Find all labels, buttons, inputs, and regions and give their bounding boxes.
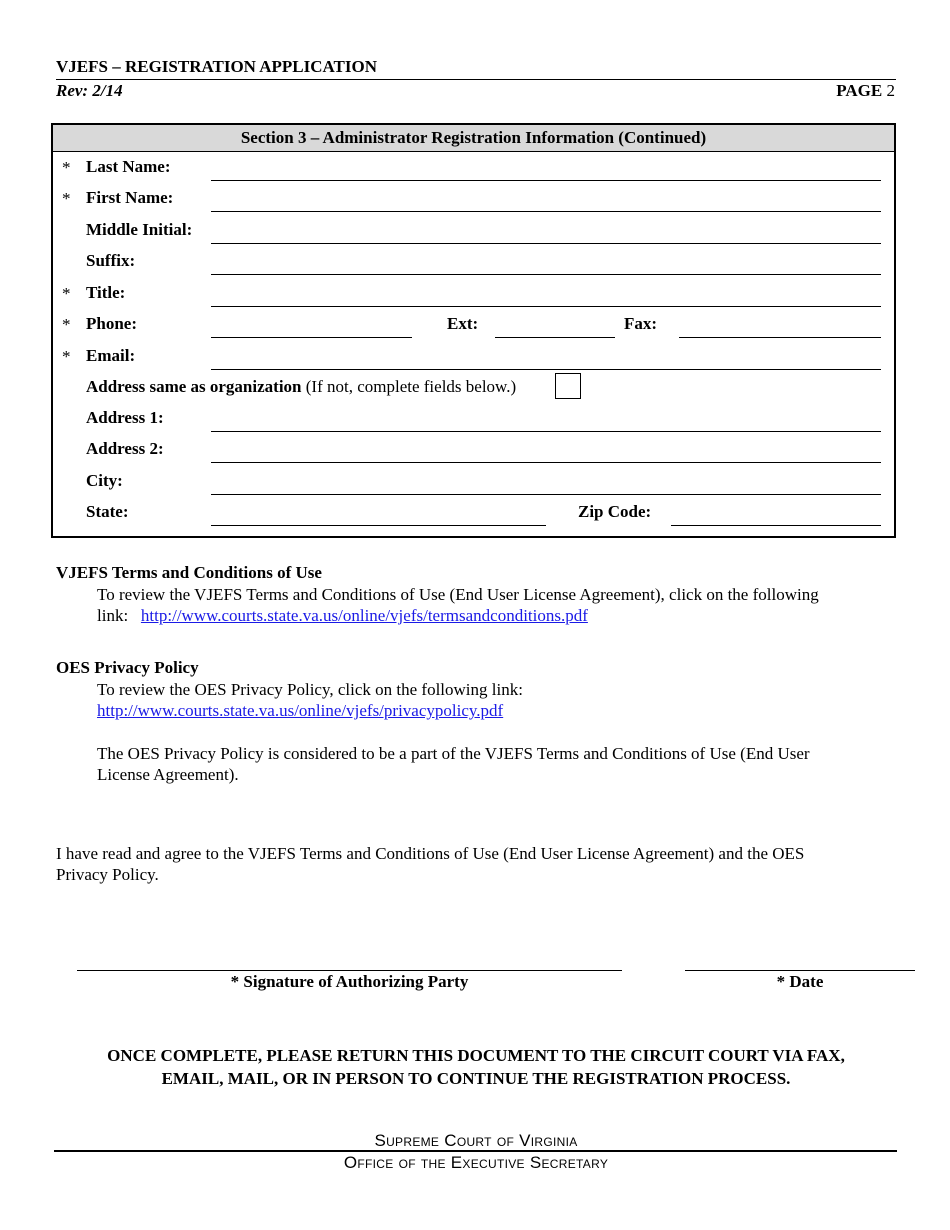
middle-initial-field[interactable]	[211, 243, 881, 244]
fax-field[interactable]	[679, 337, 881, 338]
privacy-description: To review the OES Privacy Policy, click on the following link:	[97, 680, 523, 699]
address2-label: Address 2:	[86, 439, 164, 458]
address-same-checkbox[interactable]	[555, 373, 581, 399]
page-number: 2	[886, 81, 895, 100]
terms-link[interactable]: http://www.courts.state.va.us/online/vjefs/termsandconditions.pdf	[140, 606, 588, 625]
phone-row	[53, 310, 894, 341]
terms-description: To review the VJEFS Terms and Conditions of Use (End User License Agreement), click on the following	[97, 585, 819, 604]
privacy-note-line1: The OES Privacy Policy is considered to be a part of the VJEFS Terms and Conditions of Use (End User	[97, 744, 810, 763]
middle-initial-label: Middle Initial:	[86, 220, 193, 239]
return-instructions	[56, 1044, 896, 1090]
title-row	[53, 279, 894, 310]
privacy-link[interactable]: http://www.courts.state.va.us/online/vjefs/privacypolicy.pdf	[97, 701, 504, 720]
first-name-label: First Name:	[86, 188, 174, 207]
state-field[interactable]	[211, 525, 546, 526]
email-row	[53, 342, 894, 373]
address2-row	[53, 435, 894, 466]
header-divider	[56, 79, 896, 80]
terms-text	[97, 584, 907, 626]
privacy-heading: OES Privacy Policy	[56, 658, 199, 677]
phone-label: Phone:	[86, 314, 137, 333]
privacy-text	[97, 679, 907, 721]
ext-field[interactable]	[495, 337, 615, 338]
first-name-row	[53, 184, 894, 215]
state-label: State:	[86, 502, 129, 521]
email-field[interactable]	[211, 369, 881, 370]
city-field[interactable]	[211, 494, 881, 495]
address2-field[interactable]	[211, 462, 881, 463]
revision-label: Rev: 2/14	[56, 81, 123, 100]
state-row	[53, 498, 894, 529]
terms-link-line	[97, 605, 907, 626]
address1-row	[53, 404, 894, 435]
address-same-label	[86, 377, 516, 397]
return-instructions-line2: EMAIL, MAIL, OR IN PERSON TO CONTINUE THE REGISTRATION PROCESS.	[161, 1069, 791, 1088]
page-label: PAGE	[836, 81, 883, 100]
terms-link-prefix: link:	[97, 606, 129, 625]
return-instructions-line1: ONCE COMPLETE, PLEASE RETURN THIS DOCUMENT TO THE CIRCUIT COURT VIA FAX,	[107, 1046, 845, 1065]
date-field[interactable]	[685, 970, 915, 971]
terms-heading: VJEFS Terms and Conditions of Use	[56, 563, 322, 582]
required-marker: *	[62, 189, 71, 208]
footer-organization: Supreme Court of Virginia	[374, 1131, 578, 1150]
last-name-field[interactable]	[211, 180, 881, 181]
date-label: * Date	[776, 972, 824, 991]
agreement-line1: I have read and agree to the VJEFS Terms and Conditions of Use (End User License Agreement) and the OES	[56, 844, 805, 863]
middle-initial-row	[53, 216, 894, 247]
section-3-box	[51, 123, 896, 538]
last-name-row	[53, 153, 894, 184]
signature-label: * Signature of Authorizing Party	[230, 972, 469, 991]
ext-label: Ext:	[447, 314, 479, 333]
privacy-note	[97, 743, 907, 785]
section-title: Section 3 – Administrator Registration Information (Continued)	[53, 125, 894, 152]
suffix-label: Suffix:	[86, 251, 136, 270]
agreement-line2: Privacy Policy.	[56, 865, 159, 884]
address-same-note: (If not, complete fields below.)	[305, 377, 517, 396]
page-indicator	[836, 81, 895, 101]
footer-divider	[54, 1150, 897, 1152]
title-label: Title:	[86, 283, 126, 302]
required-marker: *	[62, 315, 71, 334]
last-name-label: Last Name:	[86, 157, 171, 176]
address-same-row	[53, 373, 894, 404]
title-field[interactable]	[211, 306, 881, 307]
city-row	[53, 467, 894, 498]
footer-office: Office of the Executive Secretary	[343, 1153, 609, 1172]
first-name-field[interactable]	[211, 211, 881, 212]
address1-field[interactable]	[211, 431, 881, 432]
required-marker: *	[62, 158, 71, 177]
agreement-statement	[56, 843, 906, 885]
required-marker: *	[62, 347, 71, 366]
suffix-field[interactable]	[211, 274, 881, 275]
address1-label: Address 1:	[86, 408, 164, 427]
zip-label: Zip Code:	[578, 502, 652, 521]
signature-field[interactable]	[77, 970, 622, 971]
email-label: Email:	[86, 346, 136, 365]
required-marker: *	[62, 284, 71, 303]
address-same-bold: Address same as organization	[86, 377, 302, 396]
privacy-note-line2: License Agreement).	[97, 765, 239, 784]
form-title: VJEFS – REGISTRATION APPLICATION	[56, 57, 378, 76]
zip-field[interactable]	[671, 525, 881, 526]
suffix-row	[53, 247, 894, 278]
city-label: City:	[86, 471, 123, 490]
phone-field[interactable]	[211, 337, 412, 338]
fax-label: Fax:	[624, 314, 658, 333]
